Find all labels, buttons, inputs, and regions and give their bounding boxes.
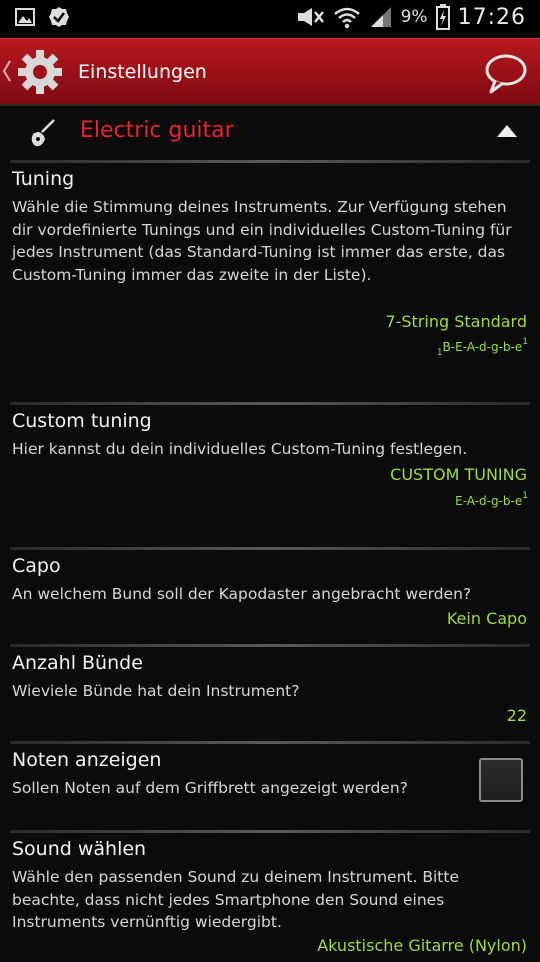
- pref-show-notes[interactable]: [0, 749, 540, 829]
- up-caret-icon[interactable]: [2, 59, 12, 83]
- pref-value: CUSTOM TUNING: [390, 465, 527, 484]
- collapse-arrow-icon[interactable]: [496, 124, 518, 138]
- pref-value: 7-String Standard: [385, 312, 527, 331]
- pref-value: Akustische Gitarre (Nylon): [317, 936, 527, 955]
- show-notes-checkbox[interactable]: [479, 758, 523, 802]
- wifi-icon: [333, 5, 361, 29]
- pref-capo[interactable]: [0, 555, 540, 643]
- gallery-icon: [14, 6, 36, 28]
- pref-custom-tuning[interactable]: [0, 410, 540, 544]
- tuning-notes-suffix: 1: [522, 491, 528, 501]
- signal-icon: [369, 5, 393, 29]
- tuning-notes-suffix: 1: [522, 337, 528, 347]
- mute-icon: [295, 6, 325, 28]
- pref-title: Noten anzeigen: [12, 749, 162, 771]
- guitar-icon: [28, 118, 56, 148]
- tuning-notes-value: E-A-d-g-b-e: [455, 494, 523, 508]
- divider: [10, 160, 530, 163]
- pref-title: Custom tuning: [12, 410, 152, 432]
- divider: [10, 830, 530, 833]
- status-bar: [0, 0, 540, 38]
- tuning-notes: [436, 337, 528, 358]
- pref-sound[interactable]: [0, 838, 540, 962]
- gear-icon[interactable]: [16, 48, 64, 96]
- check-badge-icon: [48, 6, 70, 28]
- action-bar: [0, 38, 540, 105]
- pref-description: Hier kannst du dein individuelles Custom-Tuning festlegen.: [12, 440, 468, 458]
- pref-title: Anzahl Bünde: [12, 652, 143, 674]
- pref-value: 22: [506, 706, 527, 725]
- pref-title: Tuning: [12, 168, 75, 190]
- divider: [10, 402, 530, 405]
- battery-icon: [436, 4, 450, 30]
- divider: [10, 741, 530, 744]
- pref-title: Capo: [12, 555, 61, 577]
- pref-value: Kein Capo: [446, 609, 527, 628]
- tuning-notes-prefix: 1: [436, 348, 443, 358]
- divider: [10, 547, 530, 550]
- pref-description: Wähle die Stimmung deines Instruments. Zur Verfügung stehen dir vordefinierte Tunings und ein individuelles Custom-Tuning für jedes Instrument (das Standard-Tuning ist immer das erste, das Custom-Tuning immer das zweite in der Liste).: [12, 198, 512, 284]
- settings-panel: [0, 104, 540, 962]
- pref-description: An welchem Bund soll der Kapodaster angebracht werden?: [12, 585, 472, 603]
- battery-percent: 9%: [400, 7, 428, 27]
- instrument-header[interactable]: [0, 106, 540, 162]
- pref-description: Sollen Noten auf dem Griffbrett angezeigt werden?: [12, 779, 408, 797]
- screen-title: Einstellungen: [78, 61, 207, 83]
- instrument-title: Electric guitar: [80, 118, 234, 143]
- pref-fret-count[interactable]: [0, 652, 540, 740]
- clock: 17:26: [457, 4, 526, 30]
- pref-description: Wähle den passenden Sound zu deinem Instrument. Bitte beachte, dass nicht jedes Smartphone den Sound eines Instruments vernünftig wiedergibt.: [12, 868, 459, 931]
- tuning-notes-value: B-E-A-d-g-b-e: [442, 340, 523, 354]
- pref-description: Wieviele Bünde hat dein Instrument?: [12, 682, 300, 700]
- tuning-notes: [455, 491, 528, 508]
- feedback-chat-icon[interactable]: [484, 51, 528, 95]
- pref-tuning[interactable]: [0, 168, 540, 400]
- pref-title: Sound wählen: [12, 838, 147, 860]
- divider: [10, 644, 530, 647]
